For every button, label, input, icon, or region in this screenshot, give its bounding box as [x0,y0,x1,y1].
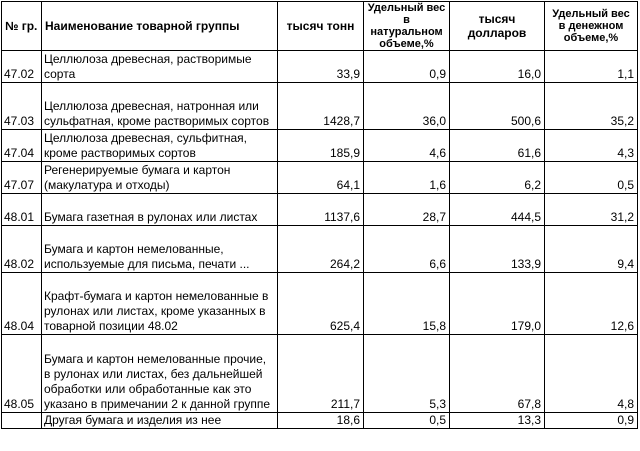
row-usd: 6,2 [450,162,545,194]
table-row [2,130,638,162]
row-code: 48.02 [2,226,42,273]
row-name: Бумага газетная в рулонах или листах [42,194,278,226]
row-usd: 13,3 [450,413,545,429]
table-row [2,226,638,273]
row-code: 47.07 [2,162,42,194]
row-name: Другая бумага и изделия из нее [42,413,278,429]
row-share-money: 12,6 [545,273,638,335]
row-share-natural: 36,0 [364,83,450,130]
row-share-natural: 15,8 [364,273,450,335]
row-share-money: 35,2 [545,83,638,130]
row-share-money: 4,8 [545,335,638,413]
header-usd: тысяч долларов [450,2,545,51]
row-share-natural: 6,6 [364,226,450,273]
table-row [2,51,638,83]
row-share-money: 4,3 [545,130,638,162]
row-share-natural: 5,3 [364,335,450,413]
header-code: № гр. [2,2,42,51]
row-share-money: 0,9 [545,413,638,429]
table-row [2,194,638,226]
row-name: Бумага и картон немелованные, используемые для письма, печати ... [42,226,278,273]
header-share-money: Удельный вес в денежном объеме,% [545,2,638,51]
row-share-money: 1,1 [545,51,638,83]
row-tons: 625,4 [278,273,364,335]
table-row [2,335,638,413]
row-share-natural: 0,5 [364,413,450,429]
table-row [2,273,638,335]
row-usd: 67,8 [450,335,545,413]
row-code [2,413,42,429]
row-tons: 185,9 [278,130,364,162]
row-name: Регенерируемые бумага и картон (макулатура и отходы) [42,162,278,194]
row-tons: 1137,6 [278,194,364,226]
row-name: Бумага и картон немелованные прочие, в рулонах или листах, без дальнейшей обработки или обработанные как это указано в примечании 2 к данной группе [42,335,278,413]
row-tons: 18,6 [278,413,364,429]
row-share-natural: 0,9 [364,51,450,83]
row-code: 47.02 [2,51,42,83]
row-usd: 179,0 [450,273,545,335]
row-code: 48.04 [2,273,42,335]
row-share-money: 0,5 [545,162,638,194]
row-name: Крафт-бумага и картон немелованные в рулонах или листах, кроме указанных в товарной позиции 48.02 [42,273,278,335]
row-share-natural: 28,7 [364,194,450,226]
row-tons: 211,7 [278,335,364,413]
row-share-natural: 4,6 [364,130,450,162]
row-share-money: 31,2 [545,194,638,226]
row-code: 48.01 [2,194,42,226]
row-tons: 1428,7 [278,83,364,130]
export-table [1,1,638,429]
row-name: Целлюлоза древесная, растворимые сорта [42,51,278,83]
row-share-natural: 1,6 [364,162,450,194]
table-row [2,83,638,130]
header-share-natural: Удельный вес в натуральном объеме,% [364,2,450,51]
row-code: 48.05 [2,335,42,413]
table-row [2,413,638,429]
row-tons: 64,1 [278,162,364,194]
header-name: Наименование товарной группы [42,2,278,51]
table-row [2,162,638,194]
row-code: 47.03 [2,83,42,130]
row-code: 47.04 [2,130,42,162]
header-row [2,2,638,51]
row-usd: 500,6 [450,83,545,130]
row-name: Целлюлоза древесная, натронная или сульфатная, кроме растворимых сортов [42,83,278,130]
row-name: Целлюлоза древесная, сульфитная, кроме растворимых сортов [42,130,278,162]
row-usd: 133,9 [450,226,545,273]
header-tons: тысяч тонн [278,2,364,51]
row-share-money: 9,4 [545,226,638,273]
row-usd: 61,6 [450,130,545,162]
row-tons: 264,2 [278,226,364,273]
row-usd: 444,5 [450,194,545,226]
row-tons: 33,9 [278,51,364,83]
row-usd: 16,0 [450,51,545,83]
